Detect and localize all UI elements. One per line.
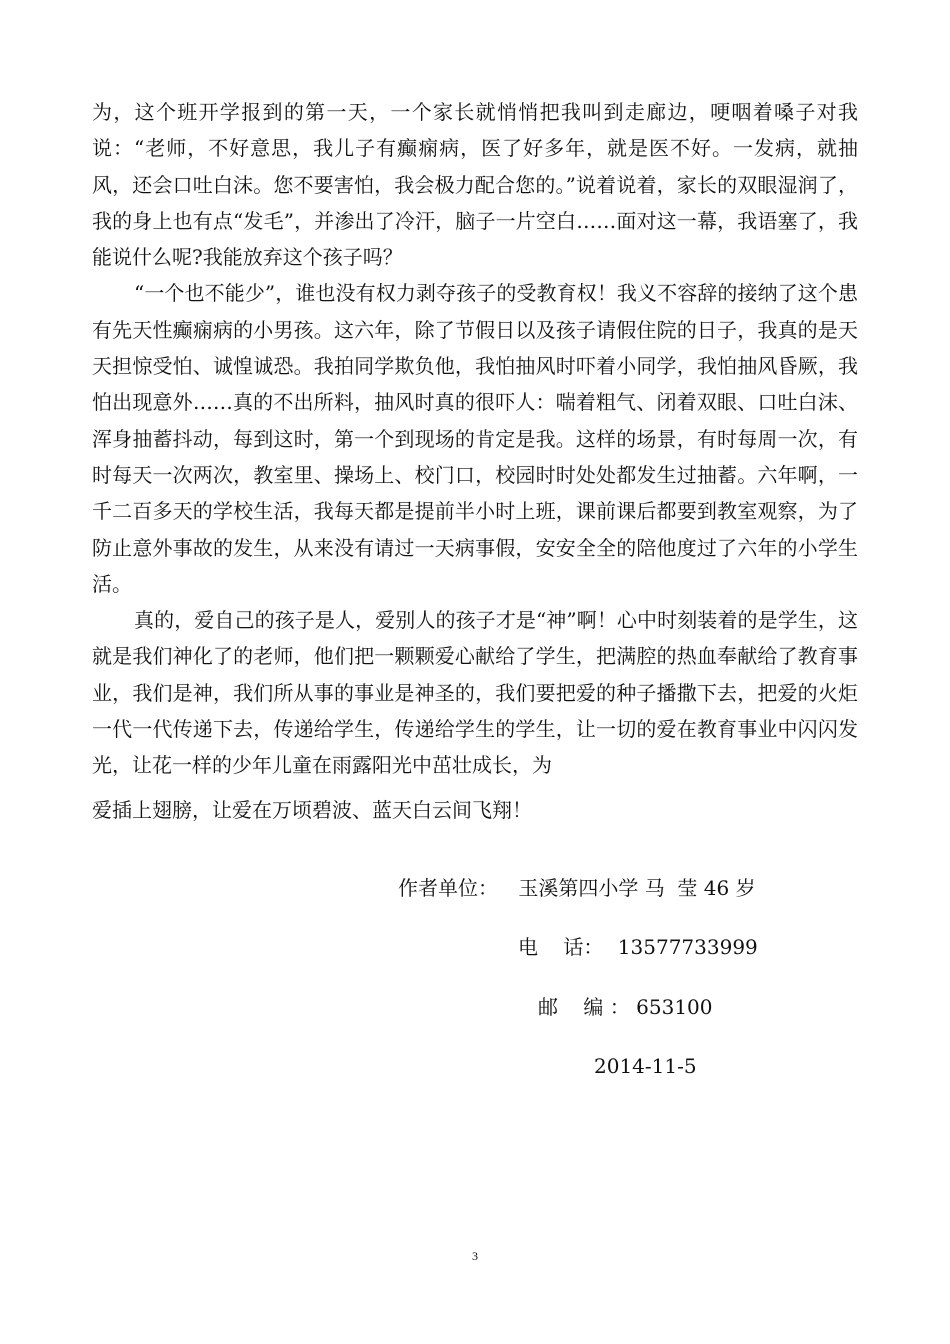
date-line: 2014-11-5 [594, 1054, 697, 1078]
postcode-value: 653100 [636, 995, 713, 1019]
paragraph-3: 真的，爱自己的孩子是人，爱别人的孩子才是“神”啊！心中时刻装着的是学生，这就是我们神化了的老师，他们把一颗颗爱心献给了学生，把满腔的热血奉献给了教育事业，我们是神，我们所从事的事业是神圣的，我们要把爱的种子播撒下去，把爱的火炬一代一代传递下去，传递给学生，传递给学生的学生，让一切的爱在教育事业中闪闪发光，让花一样的少年儿童在雨露阳光中茁壮成长，为 [92, 608, 858, 778]
author-line [398, 874, 756, 902]
author-value: 玉溪第四小学 马 莹 46 岁 [518, 876, 756, 900]
paragraph-1: 为，这个班开学报到的第一天，一个家长就悄悄把我叫到走廊边，哽咽着嗓子对我说：“老师，不好意思，我儿子有癫痫病，医了好多年，就是医不好。一发病，就抽风，还会口吐白沫。您不要害怕，我会极力配合您的。”说着说着，家长的双眼湿润了，我的身上也有点“发毛”，并渗出了冷汗，脑子一片空白……面对这一幕，我语塞了，我能说什么呢?我能放弃这个孩子吗？ [92, 100, 858, 270]
paragraph-2: “一个也不能少”，谁也没有权力剥夺孩子的受教育权！我义不容辞的接纳了这个患有先天性癫痫病的小男孩。这六年，除了节假日以及孩子请假住院的日子，我真的是天天担惊受怕、诚惶诚恐。我拍同学欺负他，我怕抽风时吓着小同学，我怕抽风昏厥，我怕出现意外……真的不出所料，抽风时真的很吓人：喘着粗气、闭着双眼、口吐白沫、浑身抽蓄抖动，每到这时，第一个到现场的肯定是我。这样的场景，有时每周一次，有时每天一次两次，教室里、操场上、校门口，校园时时处处都发生过抽蓄。六年啊，一千二百多天的学校生活，我每天都是提前半小时上班，课前课后都要到教室观察，为了防止意外事故的发生，从来没有请过一天病事假，安安全全的陪他度过了六年的小学生活。 [92, 281, 858, 596]
body-text [92, 94, 858, 828]
postcode-label: 邮 编 ： [538, 995, 630, 1019]
phone-line [518, 933, 758, 961]
phone-label: 电 话： [518, 935, 604, 959]
phone-value: 13577733999 [617, 935, 758, 959]
postcode-line [538, 993, 713, 1021]
page-number: 3 [472, 1249, 478, 1263]
author-label: 作者单位： [398, 876, 498, 900]
paragraph-4: 爱插上翅膀，让爱在万顷碧波、蓝天白云间飞翔！ [92, 797, 532, 822]
